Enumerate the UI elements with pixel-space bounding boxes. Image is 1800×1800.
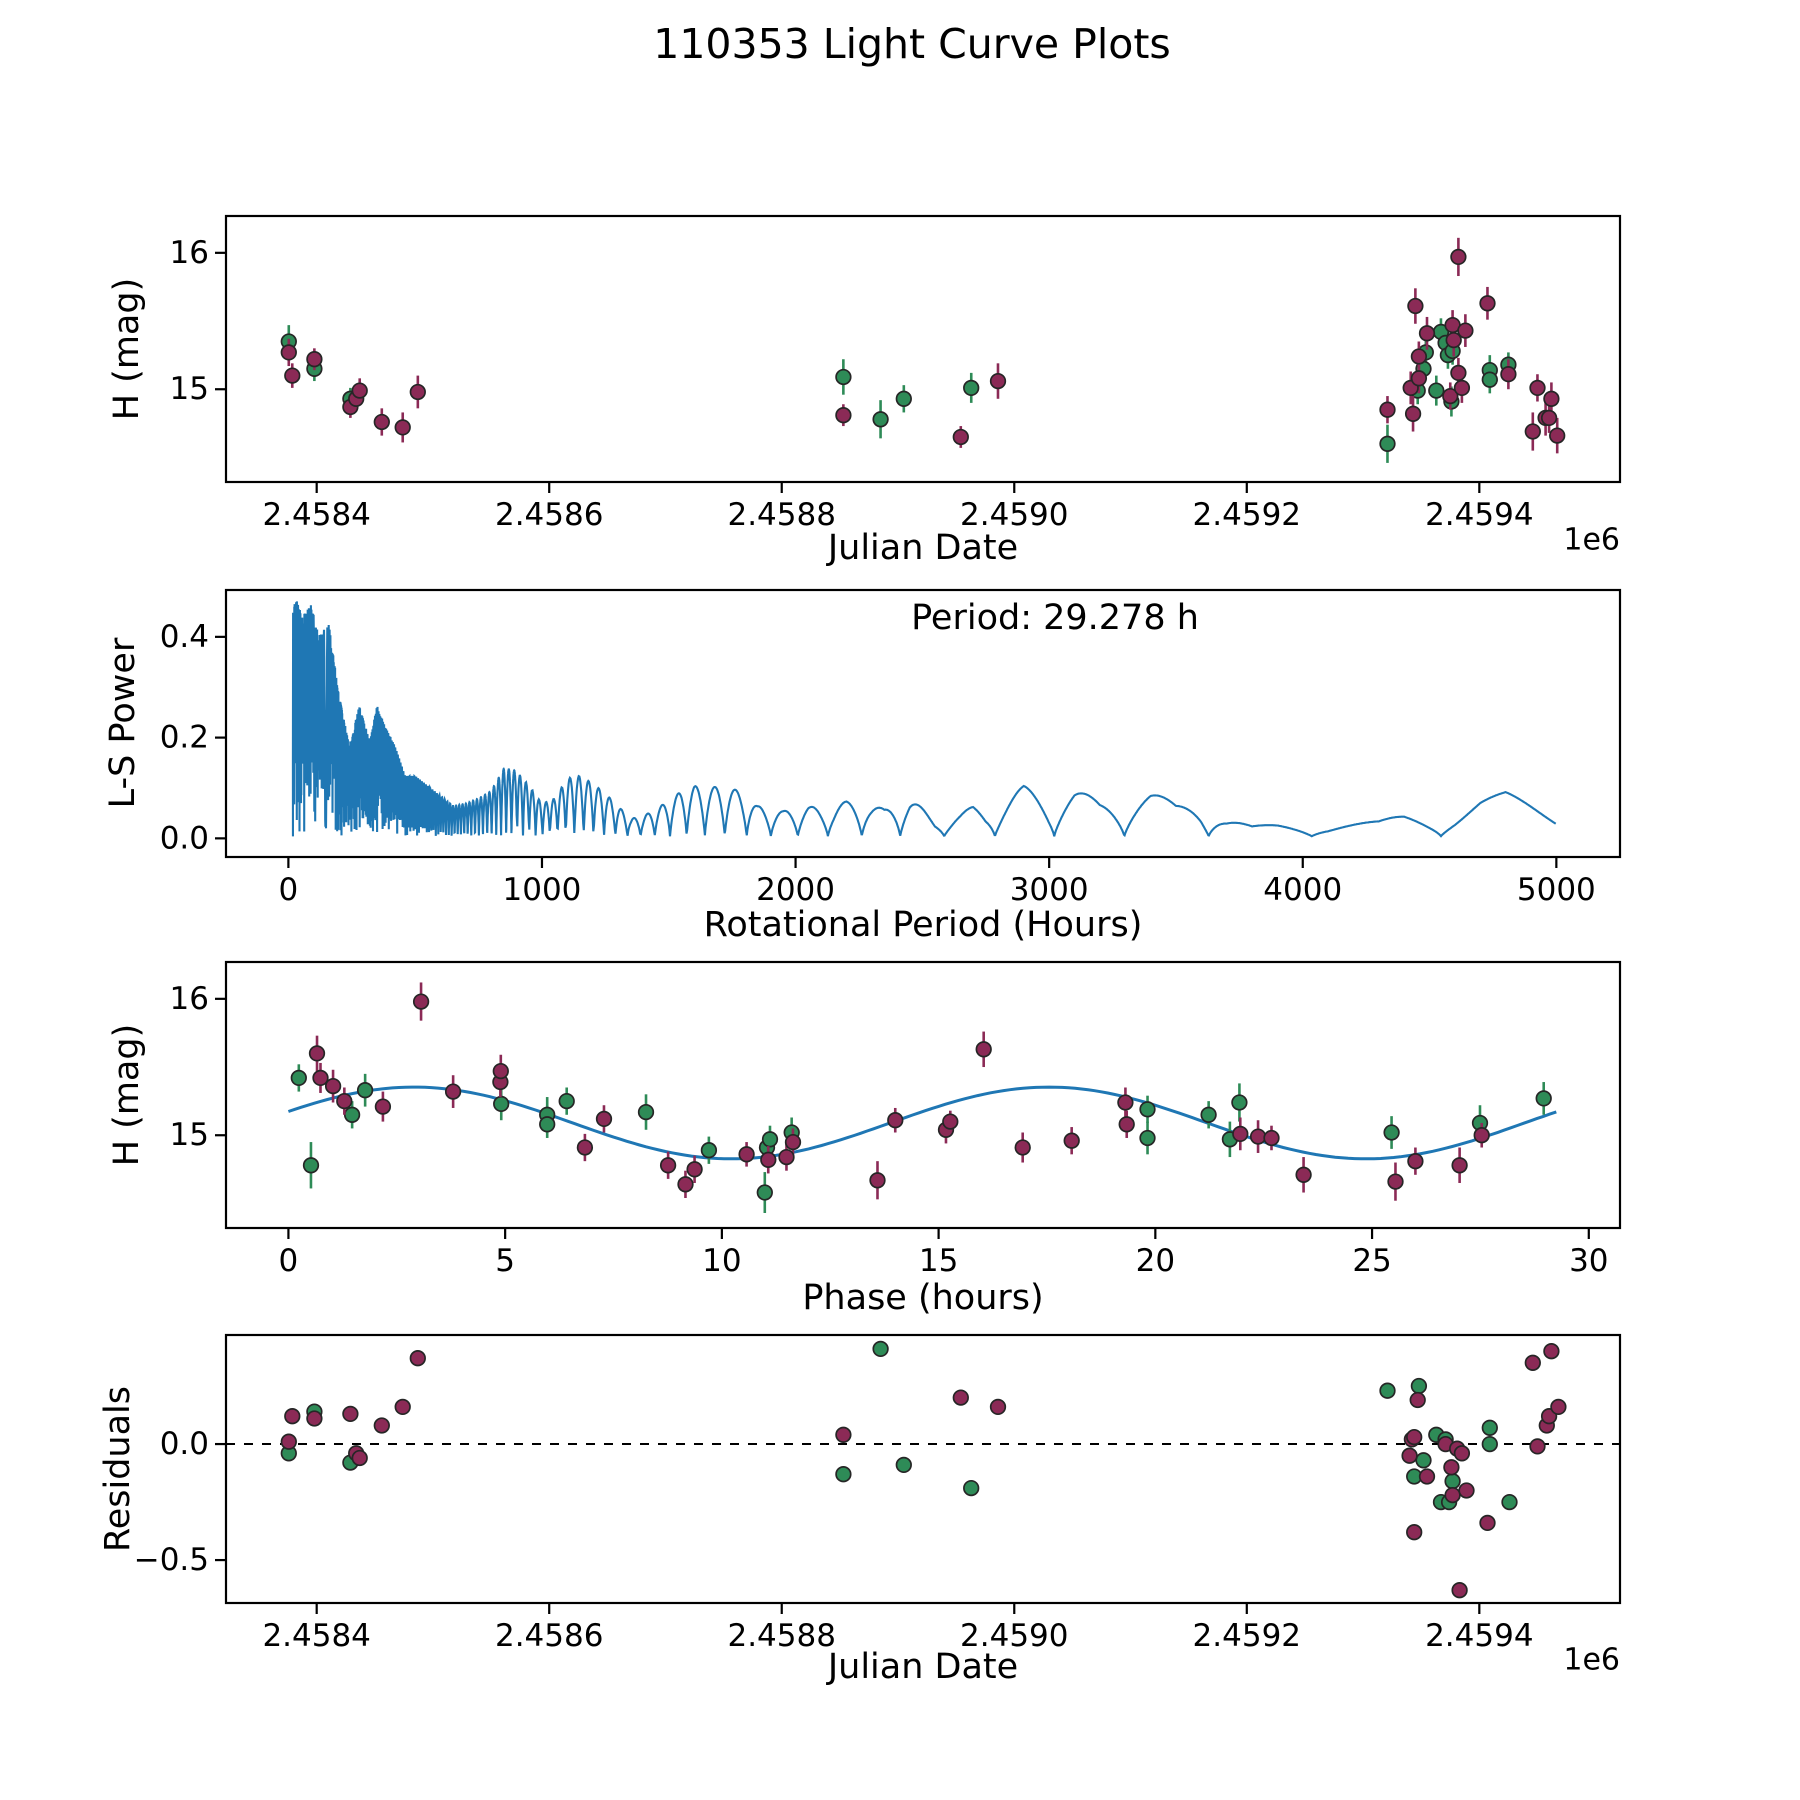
x-tick-label: 2.4584 — [262, 1618, 371, 1654]
data-point — [1420, 326, 1435, 341]
x-tick-label: 2.4588 — [727, 497, 836, 533]
periodogram-xlabel: Rotational Period (Hours) — [703, 905, 1143, 945]
data-point — [559, 1094, 574, 1109]
data-point — [873, 412, 888, 427]
data-point — [1388, 1174, 1403, 1189]
phase-ylabel: H (mag) — [107, 1023, 147, 1167]
x-tick-label: 5 — [495, 1243, 516, 1279]
data-point — [1380, 1383, 1395, 1398]
x-tick-label: 25 — [1352, 1243, 1392, 1279]
series-green — [292, 1064, 1551, 1213]
data-point — [836, 1467, 851, 1482]
data-point — [1410, 1393, 1425, 1408]
data-point — [964, 381, 979, 396]
series-maroon — [310, 982, 1489, 1200]
y-axis-ticks — [170, 235, 226, 407]
data-point — [1550, 428, 1565, 443]
data-point — [282, 345, 297, 360]
series-maroon — [282, 238, 1565, 454]
data-point — [1118, 1095, 1133, 1110]
data-point — [758, 1185, 773, 1200]
data-point — [494, 1097, 509, 1112]
data-point — [1451, 250, 1466, 265]
data-point — [352, 383, 367, 398]
x-tick-label: 1000 — [502, 872, 582, 908]
data-point — [1502, 1495, 1517, 1510]
x-tick-label: 2.4590 — [960, 1618, 1069, 1654]
x-tick-label: 2.4594 — [1425, 1618, 1534, 1654]
data-point — [1201, 1108, 1216, 1123]
data-point — [358, 1083, 373, 1098]
data-point — [1474, 1128, 1489, 1143]
data-point — [352, 1451, 367, 1466]
data-point — [1451, 366, 1466, 381]
data-point — [678, 1177, 693, 1192]
data-point — [1459, 1483, 1474, 1498]
y-tick-label: 0.0 — [159, 1426, 209, 1463]
data-point — [836, 408, 851, 423]
data-point — [1140, 1131, 1155, 1146]
series-maroon — [282, 1344, 1566, 1598]
x-tick-label: 2.4586 — [494, 1618, 604, 1654]
data-point — [1412, 349, 1427, 364]
data-point — [1455, 381, 1470, 396]
data-point — [1526, 1356, 1541, 1371]
data-point — [578, 1140, 593, 1155]
x-tick-label: 30 — [1569, 1243, 1609, 1279]
x-tick-label: 3000 — [1009, 872, 1089, 908]
data-point — [375, 415, 390, 430]
y-axis-ticks — [160, 619, 226, 857]
x-tick-label: 4000 — [1263, 872, 1343, 908]
figure-title: 110353 Light Curve Plots — [653, 20, 1171, 68]
y-tick-label: −0.5 — [133, 1542, 209, 1579]
data-point — [446, 1084, 461, 1099]
data-point — [1452, 1158, 1467, 1173]
data-point — [326, 1079, 341, 1094]
data-point — [1480, 296, 1495, 311]
data-point — [1501, 367, 1516, 382]
data-point — [1483, 1437, 1498, 1452]
data-point — [761, 1153, 776, 1168]
x-tick-label: 2.4586 — [494, 497, 604, 533]
data-point — [1015, 1140, 1030, 1155]
x-tick-label: 2.4588 — [727, 1618, 836, 1654]
data-point — [687, 1162, 702, 1177]
x-axis-ticks — [262, 482, 1533, 533]
data-point — [395, 420, 410, 435]
residuals-ylabel: Residuals — [98, 1385, 138, 1553]
data-point — [411, 385, 426, 400]
panel-residuals — [134, 1335, 1620, 1654]
data-point — [1420, 1469, 1435, 1484]
data-point — [897, 392, 912, 407]
data-point — [1544, 392, 1559, 407]
data-point — [597, 1112, 612, 1127]
data-point — [873, 1342, 888, 1357]
data-point — [1384, 1125, 1399, 1140]
period-annotation: Period: 29.278 h — [911, 598, 1199, 638]
axes-frame — [226, 216, 1620, 482]
data-point — [888, 1113, 903, 1128]
data-point — [1444, 1460, 1459, 1475]
data-point — [1526, 424, 1541, 439]
data-point — [1480, 1516, 1495, 1531]
data-point — [540, 1117, 555, 1132]
data-point — [345, 1108, 360, 1123]
panel-phase — [170, 962, 1620, 1279]
y-tick-label: 15 — [169, 371, 209, 408]
data-point — [1416, 1453, 1431, 1468]
data-point — [1119, 1117, 1134, 1132]
data-point — [1232, 1095, 1247, 1110]
data-point — [1380, 437, 1395, 452]
series-green — [282, 1342, 1517, 1510]
data-point — [285, 1409, 300, 1424]
data-point — [836, 1428, 851, 1443]
data-point — [639, 1105, 654, 1120]
data-point — [395, 1400, 410, 1415]
data-point — [1483, 372, 1498, 387]
x-tick-label: 2.4594 — [1425, 497, 1534, 533]
data-point — [870, 1173, 885, 1188]
data-point — [376, 1099, 391, 1114]
data-point — [1455, 1446, 1470, 1461]
data-point — [1458, 323, 1473, 338]
axes-frame — [226, 962, 1620, 1228]
x-axis-ticks — [279, 857, 1596, 908]
data-point — [1064, 1133, 1079, 1148]
data-point — [954, 1390, 969, 1405]
data-point — [739, 1147, 754, 1162]
y-axis-ticks — [170, 981, 226, 1153]
data-point — [661, 1158, 676, 1173]
data-point — [304, 1158, 319, 1173]
data-point — [1408, 1154, 1423, 1169]
data-point — [307, 1411, 322, 1426]
x-tick-label: 2.4584 — [262, 497, 371, 533]
axes-frame — [226, 1335, 1620, 1603]
data-point — [976, 1042, 991, 1057]
data-point — [702, 1143, 717, 1158]
x-tick-label: 2.4592 — [1192, 497, 1302, 533]
y-tick-label: 0.2 — [159, 719, 209, 756]
data-point — [1408, 299, 1423, 314]
data-point — [411, 1351, 426, 1366]
x-tick-label: 5000 — [1516, 872, 1596, 908]
y-axis-ticks — [134, 1426, 226, 1578]
data-point — [1264, 1131, 1279, 1146]
data-point — [1412, 1379, 1427, 1394]
data-point — [836, 370, 851, 385]
data-point — [964, 1481, 979, 1496]
x-tick-label: 0 — [278, 1243, 299, 1279]
x-axis-ticks — [279, 1228, 1609, 1279]
x-tick-label: 0 — [278, 872, 299, 908]
data-point — [292, 1071, 307, 1086]
data-point — [1140, 1102, 1155, 1117]
data-point — [1445, 1474, 1460, 1489]
data-point — [954, 430, 969, 445]
data-point — [375, 1418, 390, 1433]
x-tick-label: 15 — [918, 1243, 959, 1279]
data-point — [1407, 1430, 1422, 1445]
data-point — [1483, 1421, 1498, 1436]
data-point — [343, 1407, 358, 1422]
data-point — [897, 1458, 912, 1473]
x-tick-label: 2.4590 — [960, 497, 1069, 533]
lightcurve-xlabel: Julian Date — [827, 528, 1019, 568]
series-green — [282, 318, 1516, 463]
panel-periodogram — [160, 590, 1620, 908]
periodogram-ylabel: L-S Power — [103, 637, 143, 809]
y-tick-label: 15 — [169, 1117, 209, 1154]
phase-xlabel: Phase (hours) — [802, 1278, 1044, 1318]
data-point — [1407, 1525, 1422, 1540]
lightcurve-ylabel: H (mag) — [107, 277, 147, 421]
data-point — [991, 374, 1006, 389]
data-point — [1429, 383, 1444, 398]
data-point — [1296, 1168, 1311, 1183]
y-tick-label: 16 — [169, 234, 209, 271]
y-tick-label: 0.4 — [159, 618, 209, 655]
x-tick-label: 10 — [702, 1243, 742, 1279]
data-point — [786, 1135, 801, 1150]
data-point — [1530, 1439, 1545, 1454]
data-point — [1406, 407, 1421, 422]
data-point — [779, 1150, 794, 1165]
data-point — [1251, 1129, 1266, 1144]
data-point — [1530, 381, 1545, 396]
data-point — [1412, 371, 1427, 386]
data-point — [285, 368, 300, 383]
data-point — [337, 1094, 352, 1109]
data-point — [1233, 1127, 1248, 1142]
residuals-offset-label: 1e6 — [1563, 1642, 1620, 1678]
x-tick-label: 20 — [1135, 1243, 1176, 1279]
data-point — [310, 1046, 325, 1061]
data-point — [414, 994, 429, 1009]
data-point — [991, 1400, 1006, 1415]
data-point — [763, 1132, 778, 1147]
data-point — [1551, 1400, 1566, 1415]
data-point — [1536, 1091, 1551, 1106]
residuals-xlabel: Julian Date — [827, 1647, 1019, 1687]
data-point — [1380, 402, 1395, 417]
y-tick-label: 0.0 — [159, 820, 209, 857]
data-point — [1402, 1448, 1417, 1463]
sinusoid-fit-curve — [288, 1087, 1556, 1159]
data-point — [282, 1434, 297, 1449]
y-tick-label: 16 — [169, 980, 209, 1017]
panel-lightcurve — [170, 216, 1620, 533]
x-tick-label: 2000 — [756, 872, 836, 908]
data-point — [1542, 411, 1557, 426]
data-point — [307, 352, 322, 367]
data-point — [1452, 1583, 1467, 1598]
data-point — [1544, 1344, 1559, 1359]
lightcurve-offset-label: 1e6 — [1563, 522, 1620, 558]
data-point — [1445, 1488, 1460, 1503]
data-point — [494, 1064, 509, 1079]
x-tick-label: 2.4592 — [1192, 1618, 1302, 1654]
data-point — [943, 1114, 958, 1129]
